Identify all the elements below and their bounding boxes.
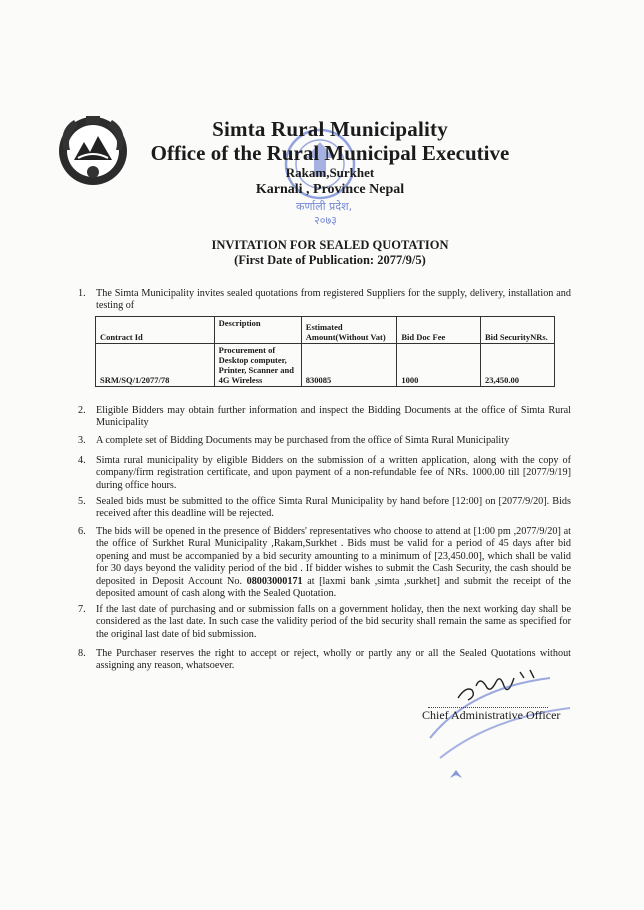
table-header: Description <box>214 317 301 344</box>
signatory-title: Chief Administrative Officer <box>422 708 561 722</box>
table-cell: SRM/SQ/1/2077/78 <box>96 344 215 387</box>
address-line: Rakam,Surkhet <box>285 165 375 180</box>
stamp-text: कर्णाली प्रदेश, <box>296 200 353 213</box>
province-line: Karnali , Province Nepal <box>255 182 405 197</box>
municipality-name: Simta Rural Municipality <box>212 117 448 141</box>
list-item: 3. A complete set of Bidding Documents may be purchased from the office of Simta Rural Municipality <box>78 435 510 446</box>
table-row <box>96 344 555 387</box>
officer-seal-stamp <box>410 668 600 788</box>
table-cell: 1000 <box>397 344 481 387</box>
publication-date: (First Date of Publication: 2077/9/5) <box>234 253 426 267</box>
table-cell: 23,450.00 <box>480 344 554 387</box>
table-header: Bid Doc Fee <box>397 317 481 344</box>
list-item: 6. The bids will be opened in the presence of Bidders' representatives who choose to attend at [1:00 pm ,2077/9/20] at the office of Surkhet Rural Municipality ,Rakam,Surkhet . Bids must be valid for a period of 45 days after bid opening and must be accompanied by a bid security amounting to a minimum of [23,450.00], which shall be valid for 30 days beyond the validity period of the bid . If bidder wishes to submit the Cash Security, the cash should be deposited in Deposit Account No. 08003000171 at [laxmi bank ,simta ,surkhet] and submit the receipt of the deposited amount of cash along with the Sealed Quotation. <box>78 526 571 600</box>
table-header: Contract Id <box>96 317 215 344</box>
notice-title <box>150 238 510 268</box>
list-item: 1. The Simta Municipality invites sealed quotations from registered Suppliers for the supply, delivery, installation and testing of <box>78 288 571 312</box>
list-item: 7. If the last date of purchasing and or submission falls on a government holiday, then the next working day shall be considered as the last date. In such case the validity period of the bid security shall remain the same as specified for the original last date of bid submission. <box>78 604 571 640</box>
list-item: 5. Sealed bids must be submitted to the office Simta Rural Municipality by hand before [12:00] on [2077/9/20]. Bids received after this deadline will be rejected. <box>78 496 571 520</box>
account-number: 08003000171 <box>246 575 303 587</box>
bid-table <box>95 316 555 387</box>
office-name: Office of the Rural Municipal Executive <box>150 141 510 165</box>
list-item: 2. Eligible Bidders may obtain further information and inspect the Bidding Documents at the office of Simta Rural Municipality <box>78 405 571 429</box>
table-header-row <box>96 317 555 344</box>
table-header: Estimated Amount(Without Vat) <box>301 317 397 344</box>
table-cell: 830085 <box>301 344 397 387</box>
list-item: 8. The Purchaser reserves the right to accept or reject, wholly or partly any or all the Sealed Quotations without assigning any reason, whatsoever. <box>78 648 571 672</box>
table-header: Bid SecurityNRs. <box>480 317 554 344</box>
stamp-year: २०७३ <box>314 214 337 227</box>
table-cell: Procurement of Desktop computer, Printer, Scanner and 4G Wireless <box>214 344 301 387</box>
letterhead <box>100 117 560 198</box>
list-item: 4. Simta rural municipality by eligible Bidders on the submission of a written application, along with the copy of company/firm registration certificate, and upon payment of a non-refundable fee of NRs. 1000.00 till [2077/9/19] during office hours. <box>78 455 571 491</box>
notice-heading: INVITATION FOR SEALED QUOTATION <box>211 238 449 252</box>
